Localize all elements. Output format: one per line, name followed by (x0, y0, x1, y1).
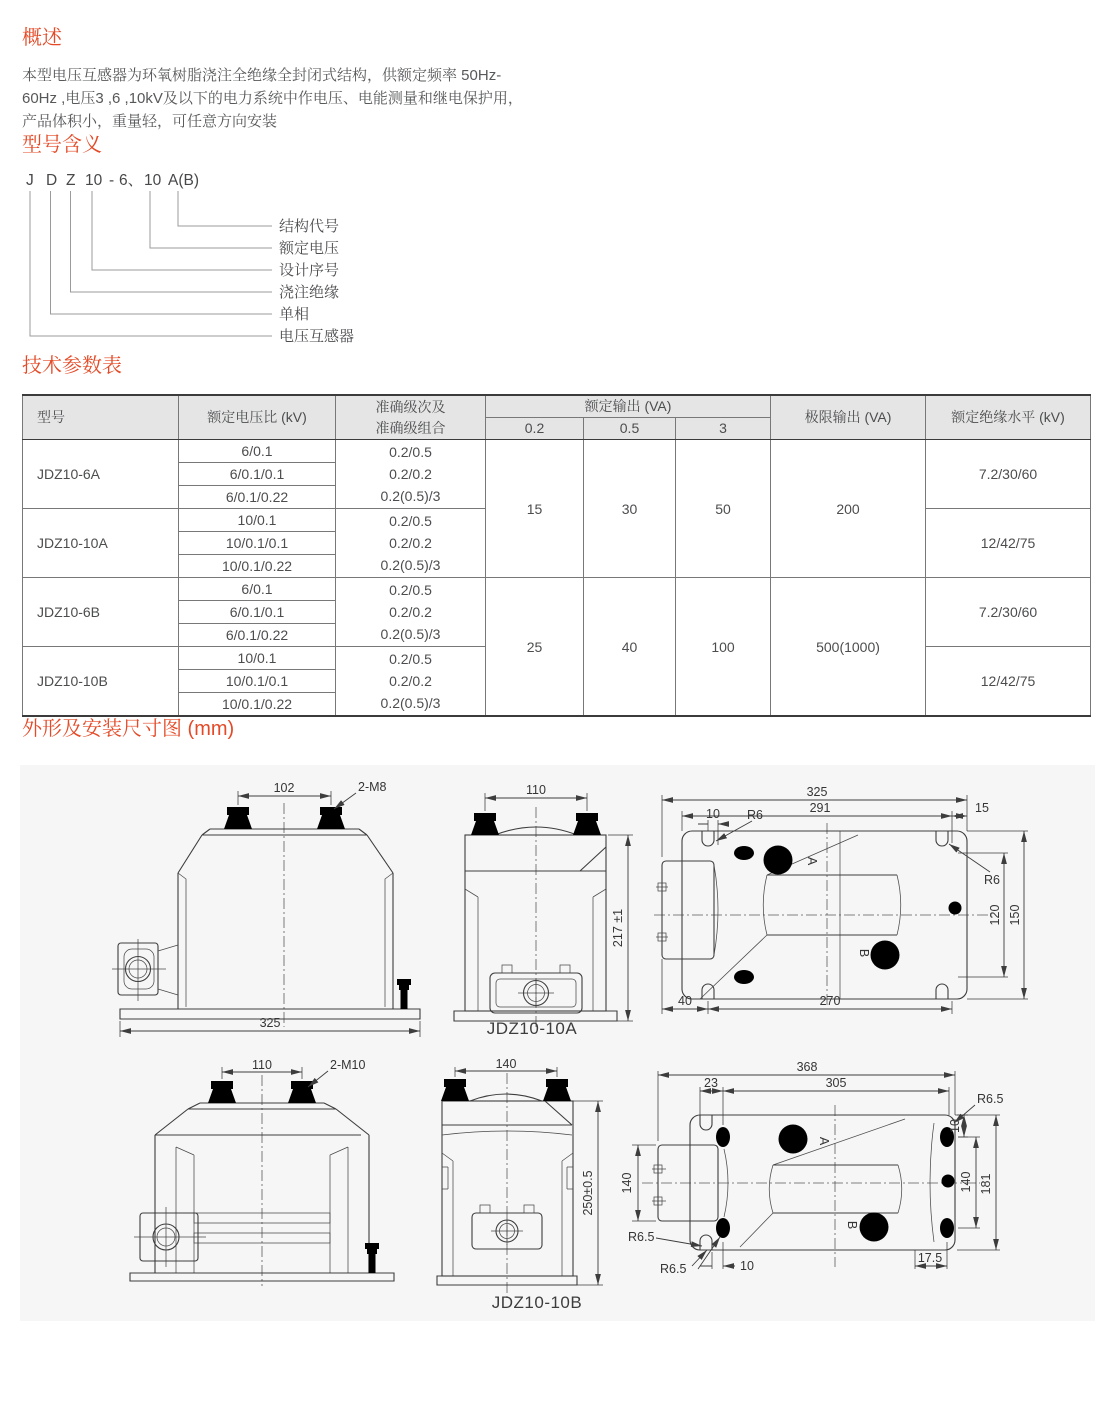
transformer-body-outline (120, 829, 420, 1019)
model-code-part: - (109, 172, 115, 189)
model-code-part: 6、 (119, 172, 144, 189)
insulation-cell: 7.2/30/60 (926, 440, 1091, 509)
model-meaning-heading: 型号含义 (22, 134, 102, 156)
primary-terminal (573, 813, 601, 835)
model-code-part: Z (66, 172, 76, 189)
dim-label-span: 110 (526, 783, 546, 797)
dim-label-base: 325 (259, 1016, 281, 1030)
ratio-cell: 10/0.1/0.1 (179, 532, 336, 555)
accuracy-cell (336, 440, 486, 509)
lv-terminal-block (656, 861, 718, 959)
drawing-a-top-view (652, 787, 1057, 1022)
overview-line: 产品体积小，重量轻，可任意方向安装 (22, 113, 278, 130)
dim-label: 15 (975, 801, 989, 815)
terminal-b-label: B (845, 1220, 859, 1230)
model-code-part: J (26, 172, 34, 189)
accuracy-line: 0.2(0.5)/3 (380, 695, 441, 711)
accuracy-line: 0.2(0.5)/3 (380, 488, 441, 504)
terminal-a (775, 1121, 811, 1157)
output-cell: 50 (676, 440, 771, 578)
dim-label: 270 (819, 994, 841, 1008)
ground-bolt (397, 979, 411, 1009)
limit-output-cell: 200 (771, 440, 926, 578)
caption-jdz10-10a: JDZ10-10A (486, 1019, 578, 1038)
col-header-model: 型号 (23, 395, 179, 440)
r6-right (949, 844, 1000, 887)
dim-291-15 (682, 801, 989, 843)
dimensions-heading: 外形及安装尺寸图 (mm) (22, 718, 235, 740)
col-header-accuracy-line: 准确级组合 (375, 419, 446, 436)
dim-label: 140 (620, 1172, 634, 1194)
overview-line: 本型电压互感器为环氧树脂浇注全绝缘全封闭式结构，供额定频率 50Hz- (22, 67, 502, 84)
ratio-cell: 6/0.1 (179, 440, 336, 463)
primary-terminal (208, 1081, 236, 1103)
model-cell: JDZ10-6A (23, 440, 179, 509)
overview-heading: 概述 (22, 27, 62, 49)
col-header-burden: 3 (676, 418, 771, 440)
accuracy-cell (336, 647, 486, 717)
dim-label-span: 140 (495, 1057, 517, 1071)
dim-label: 10 (706, 807, 720, 821)
accuracy-cell (336, 509, 486, 578)
table-row (23, 578, 1091, 601)
radius-label: R6.5 (628, 1230, 655, 1244)
radius-label: R6.5 (660, 1262, 687, 1276)
dim-label: 10 (948, 1119, 962, 1133)
dim-23-305 (700, 1076, 949, 1125)
primary-terminal (317, 807, 345, 829)
output-cell: 15 (486, 440, 584, 578)
ratio-cell: 10/0.1/0.22 (179, 555, 336, 578)
dim-label-height: 217 ±1 (611, 908, 625, 948)
transformer-body-outline (454, 827, 617, 1021)
radius-label: R6 (747, 808, 763, 822)
table-row (23, 440, 1091, 463)
dim-label: 23 (704, 1076, 718, 1090)
terminal-b (867, 937, 903, 973)
accuracy-line: 0.2/0.5 (389, 651, 432, 667)
overview-paragraph (22, 64, 1115, 133)
ground-terminal (946, 899, 964, 926)
model-code-part: 10 (144, 172, 162, 189)
terminal-a-label: A (817, 1136, 831, 1146)
dim-label: 291 (809, 801, 831, 815)
dim-label: 120 (988, 904, 1002, 926)
terminal-b-label: B (857, 948, 871, 958)
col-header-rated-output: 额定输出 (VA) (486, 395, 771, 418)
accuracy-line: 0.2(0.5)/3 (380, 626, 441, 642)
dim-10-right (948, 1115, 968, 1137)
primary-terminal (441, 1079, 469, 1101)
dim-label: 305 (825, 1076, 847, 1090)
drawing-a-side-view (448, 777, 663, 1042)
model-code-part: D (46, 172, 58, 189)
col-header-accuracy (336, 395, 486, 440)
ground-terminal (939, 1172, 957, 1199)
dim-label: 140 (959, 1171, 973, 1193)
ratio-cell: 10/0.1 (179, 647, 336, 670)
radius-label: R6 (984, 873, 1000, 887)
accuracy-line: 0.2(0.5)/3 (380, 557, 441, 573)
model-label: 电压互感器 (279, 328, 355, 345)
col-header-burden: 0.2 (486, 418, 584, 440)
dim-label: 181 (979, 1173, 993, 1195)
dim-40-270 (662, 959, 952, 1014)
ratio-cell: 10/0.1 (179, 509, 336, 532)
model-leader-lines (30, 191, 272, 336)
accuracy-cell (336, 578, 486, 647)
accuracy-line: 0.2/0.2 (389, 535, 432, 551)
col-header-burden: 0.5 (584, 418, 676, 440)
accuracy-line: 0.2/0.2 (389, 466, 432, 482)
primary-terminal (471, 813, 499, 835)
mounting-hole (730, 843, 758, 863)
limit-output-cell: 500(1000) (771, 578, 926, 717)
terminal-a-label: A (805, 856, 819, 866)
ratio-cell: 6/0.1 (179, 578, 336, 601)
dim-102 (238, 781, 331, 805)
mounting-hole (713, 1214, 733, 1242)
dim-label-thread: 2-M10 (330, 1058, 366, 1072)
spec-table-heading: 技术参数表 (22, 355, 122, 377)
col-header-limit-output: 极限输出 (VA) (771, 395, 926, 440)
model-cell: JDZ10-10A (23, 509, 179, 578)
overview-line: 60Hz ,电压3 ,6 ,10kV及以下的电力系统中作电压、电能测量和继电保护用， (22, 90, 523, 107)
dim-175-bottom (915, 1242, 947, 1269)
drawing-b-front-view (118, 1058, 418, 1296)
lv-terminal-box (490, 965, 582, 1013)
dim-10-bottom (700, 1242, 754, 1273)
dim-label-height: 250±0.5 (581, 1170, 595, 1216)
mounting-hole (730, 967, 758, 987)
output-cell: 40 (584, 578, 676, 717)
drawing-b-top-view (612, 1061, 1057, 1311)
terminal-b (856, 1209, 892, 1245)
col-header-accuracy-line: 准确级次及 (375, 398, 446, 415)
col-header-ratio: 额定电压比 (kV) (179, 395, 336, 440)
dim-label: 150 (1008, 904, 1022, 926)
model-code-part: A(B) (168, 172, 199, 189)
dim-217 (608, 835, 633, 1021)
model-cell: JDZ10-10B (23, 647, 179, 717)
dim-140 (455, 1057, 557, 1077)
accuracy-line: 0.2/0.2 (389, 673, 432, 689)
dim-label-span: 110 (252, 1058, 272, 1072)
dim-140-181-right (957, 1115, 1000, 1250)
model-label: 单相 (279, 306, 310, 323)
dim-250 (573, 1101, 603, 1285)
ratio-cell: 10/0.1/0.1 (179, 670, 336, 693)
dim-label: 10 (740, 1259, 754, 1273)
model-label: 设计序号 (279, 262, 340, 279)
spec-table (22, 394, 1091, 717)
ratio-cell: 6/0.1/0.1 (179, 463, 336, 486)
ratio-cell: 6/0.1/0.1 (179, 601, 336, 624)
ratio-cell: 10/0.1/0.22 (179, 693, 336, 717)
col-header-insulation: 额定绝缘水平 (kV) (926, 395, 1091, 440)
ground-bolt (365, 1243, 379, 1273)
accuracy-line: 0.2/0.5 (389, 444, 432, 460)
drawing-a-front-view (100, 777, 440, 1042)
output-cell: 100 (676, 578, 771, 717)
accuracy-line: 0.2/0.5 (389, 513, 432, 529)
lv-terminal-box (134, 1207, 206, 1267)
insulation-cell: 12/42/75 (926, 509, 1091, 578)
dim-label: 40 (678, 994, 692, 1008)
dim-10-r6-left (698, 807, 763, 845)
mounting-hole (937, 1214, 957, 1242)
drawings-panel (20, 765, 1095, 1321)
model-cell: JDZ10-6B (23, 578, 179, 647)
accuracy-line: 0.2/0.2 (389, 604, 432, 620)
ratio-cell: 6/0.1/0.22 (179, 624, 336, 647)
accuracy-line: 0.2/0.5 (389, 582, 432, 598)
caption-jdz10-10b: JDZ10-10B (491, 1293, 583, 1312)
terminal-a (760, 842, 796, 878)
dim-label-thread: 2-M8 (358, 780, 387, 794)
dim-label: 325 (806, 785, 828, 799)
radius-label: R6.5 (977, 1092, 1004, 1106)
insulation-cell: 7.2/30/60 (926, 578, 1091, 647)
dim-label: 368 (796, 1060, 818, 1074)
model-label: 额定电压 (279, 240, 340, 257)
dim-label-span: 102 (273, 781, 295, 795)
lv-terminal-box (112, 939, 178, 1001)
model-label: 结构代号 (279, 218, 340, 235)
dim-label: 17.5 (917, 1251, 943, 1265)
primary-terminal (224, 807, 252, 829)
thread-callout (334, 780, 387, 809)
insulation-cell: 12/42/75 (926, 647, 1091, 717)
output-cell: 25 (486, 578, 584, 717)
ratio-cell: 6/0.1/0.22 (179, 486, 336, 509)
thread-callout (308, 1058, 365, 1087)
output-cell: 30 (584, 440, 676, 578)
model-label: 浇注绝缘 (279, 284, 340, 301)
dim-110 (485, 783, 587, 811)
mounting-hole (713, 1123, 733, 1151)
primary-terminal (543, 1079, 571, 1101)
model-designation-diagram (22, 169, 467, 354)
model-code-part: 10 (85, 172, 103, 189)
